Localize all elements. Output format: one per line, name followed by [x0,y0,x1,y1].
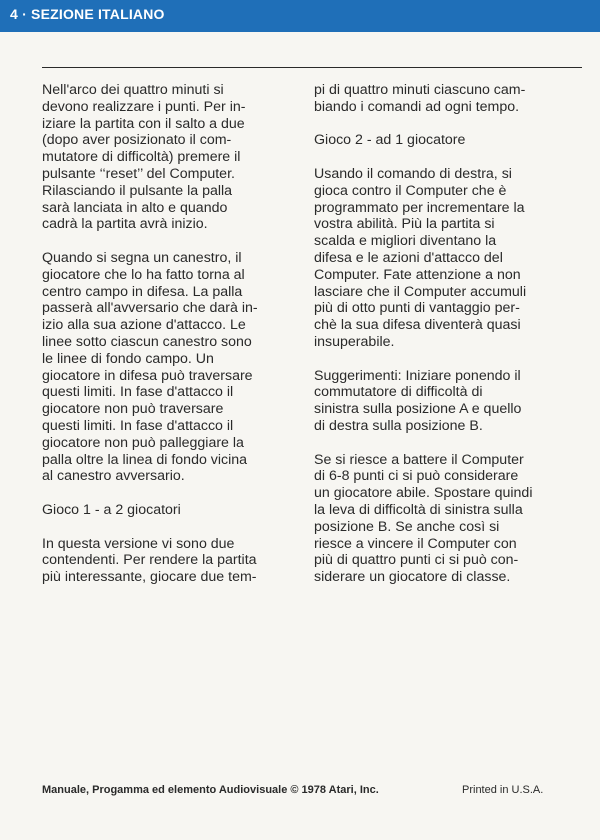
paragraph-advanced-play: Se si riesce a battere il Computer di 6-8 punti ci si può considerare un giocatore abile. Spostare quindi la leva di difficoltà di sinistra sulla posizione B. Se anche così si riesce a vincere il Computer con più di quattro punti ci si può con- siderare un giocatore di classe. [314,451,533,586]
heading-game-1: Gioco 1 - a 2 giocatori [42,501,181,518]
paragraph-timing-rules: Nell'arco dei quattro minuti si devono realizzare i punti. Per in- iziare la partita con il salto a due (dopo aver posizionato il com- mutatore di difficoltà) premere il pulsante ‘‘reset’’ del Computer. Rilasciando il pulsante la palla sarà lanciata in alto e quando cadrà la partita avrà inizio. [42,82,246,233]
right-text-column [314,82,576,603]
left-text-column [42,82,292,603]
paragraph-scoring-rules: Quando si segna un canestro, il giocatore che lo ha fatto torna al centro campo in difesa. La palla passerà all'avversario che darà in- izio alla sua azione d'attacco. Le linee sotto ciascun canestro sono le linee di fondo campo. Un giocatore in difesa può traversare questi limiti. In fase d'attacco il giocatore non può traversare questi limiti. In fase d'attacco il giocatore non può palleggiare la palla oltre la linea di fondo vicina al canestro avversario. [42,249,258,485]
heading-game-2: Gioco 2 - ad 1 giocatore [314,132,466,149]
paragraph-game-1-intro: In questa versione vi sono due contendenti. Per rendere la partita più interessante, giocare due tem- [42,535,257,586]
top-divider-rule [42,67,582,68]
copyright-footer: Manuale, Progamma ed elemento Audiovisuale © 1978 Atari, Inc. [42,784,379,796]
paragraph-suggestions: Suggerimenti: Iniziare ponendo il commutatore di difficoltà di sinistra sulla posizione A e quello di destra sulla posizione B. [314,367,522,434]
section-title: 4 · SEZIONE ITALIANO [10,6,165,22]
printed-in-footer: Printed in U.S.A. [462,784,544,796]
paragraph-game-1-continued: pi di quattro minuti ciascuno cam- biando i comandi ad ogni tempo. [314,82,526,115]
paragraph-game-2-description: Usando il comando di destra, si gioca contro il Computer che è programmato per incrementare la vostra abilità. Più la partita si scalda e migliori diventano la difesa e le azioni d'attacco del Computer. Fate attenzione a non lasciare che il Computer accumuli più di otto punti di vantaggio per- chè la sua difesa diventerà quasi insuperabile. [314,165,527,350]
section-header-band [0,0,600,32]
